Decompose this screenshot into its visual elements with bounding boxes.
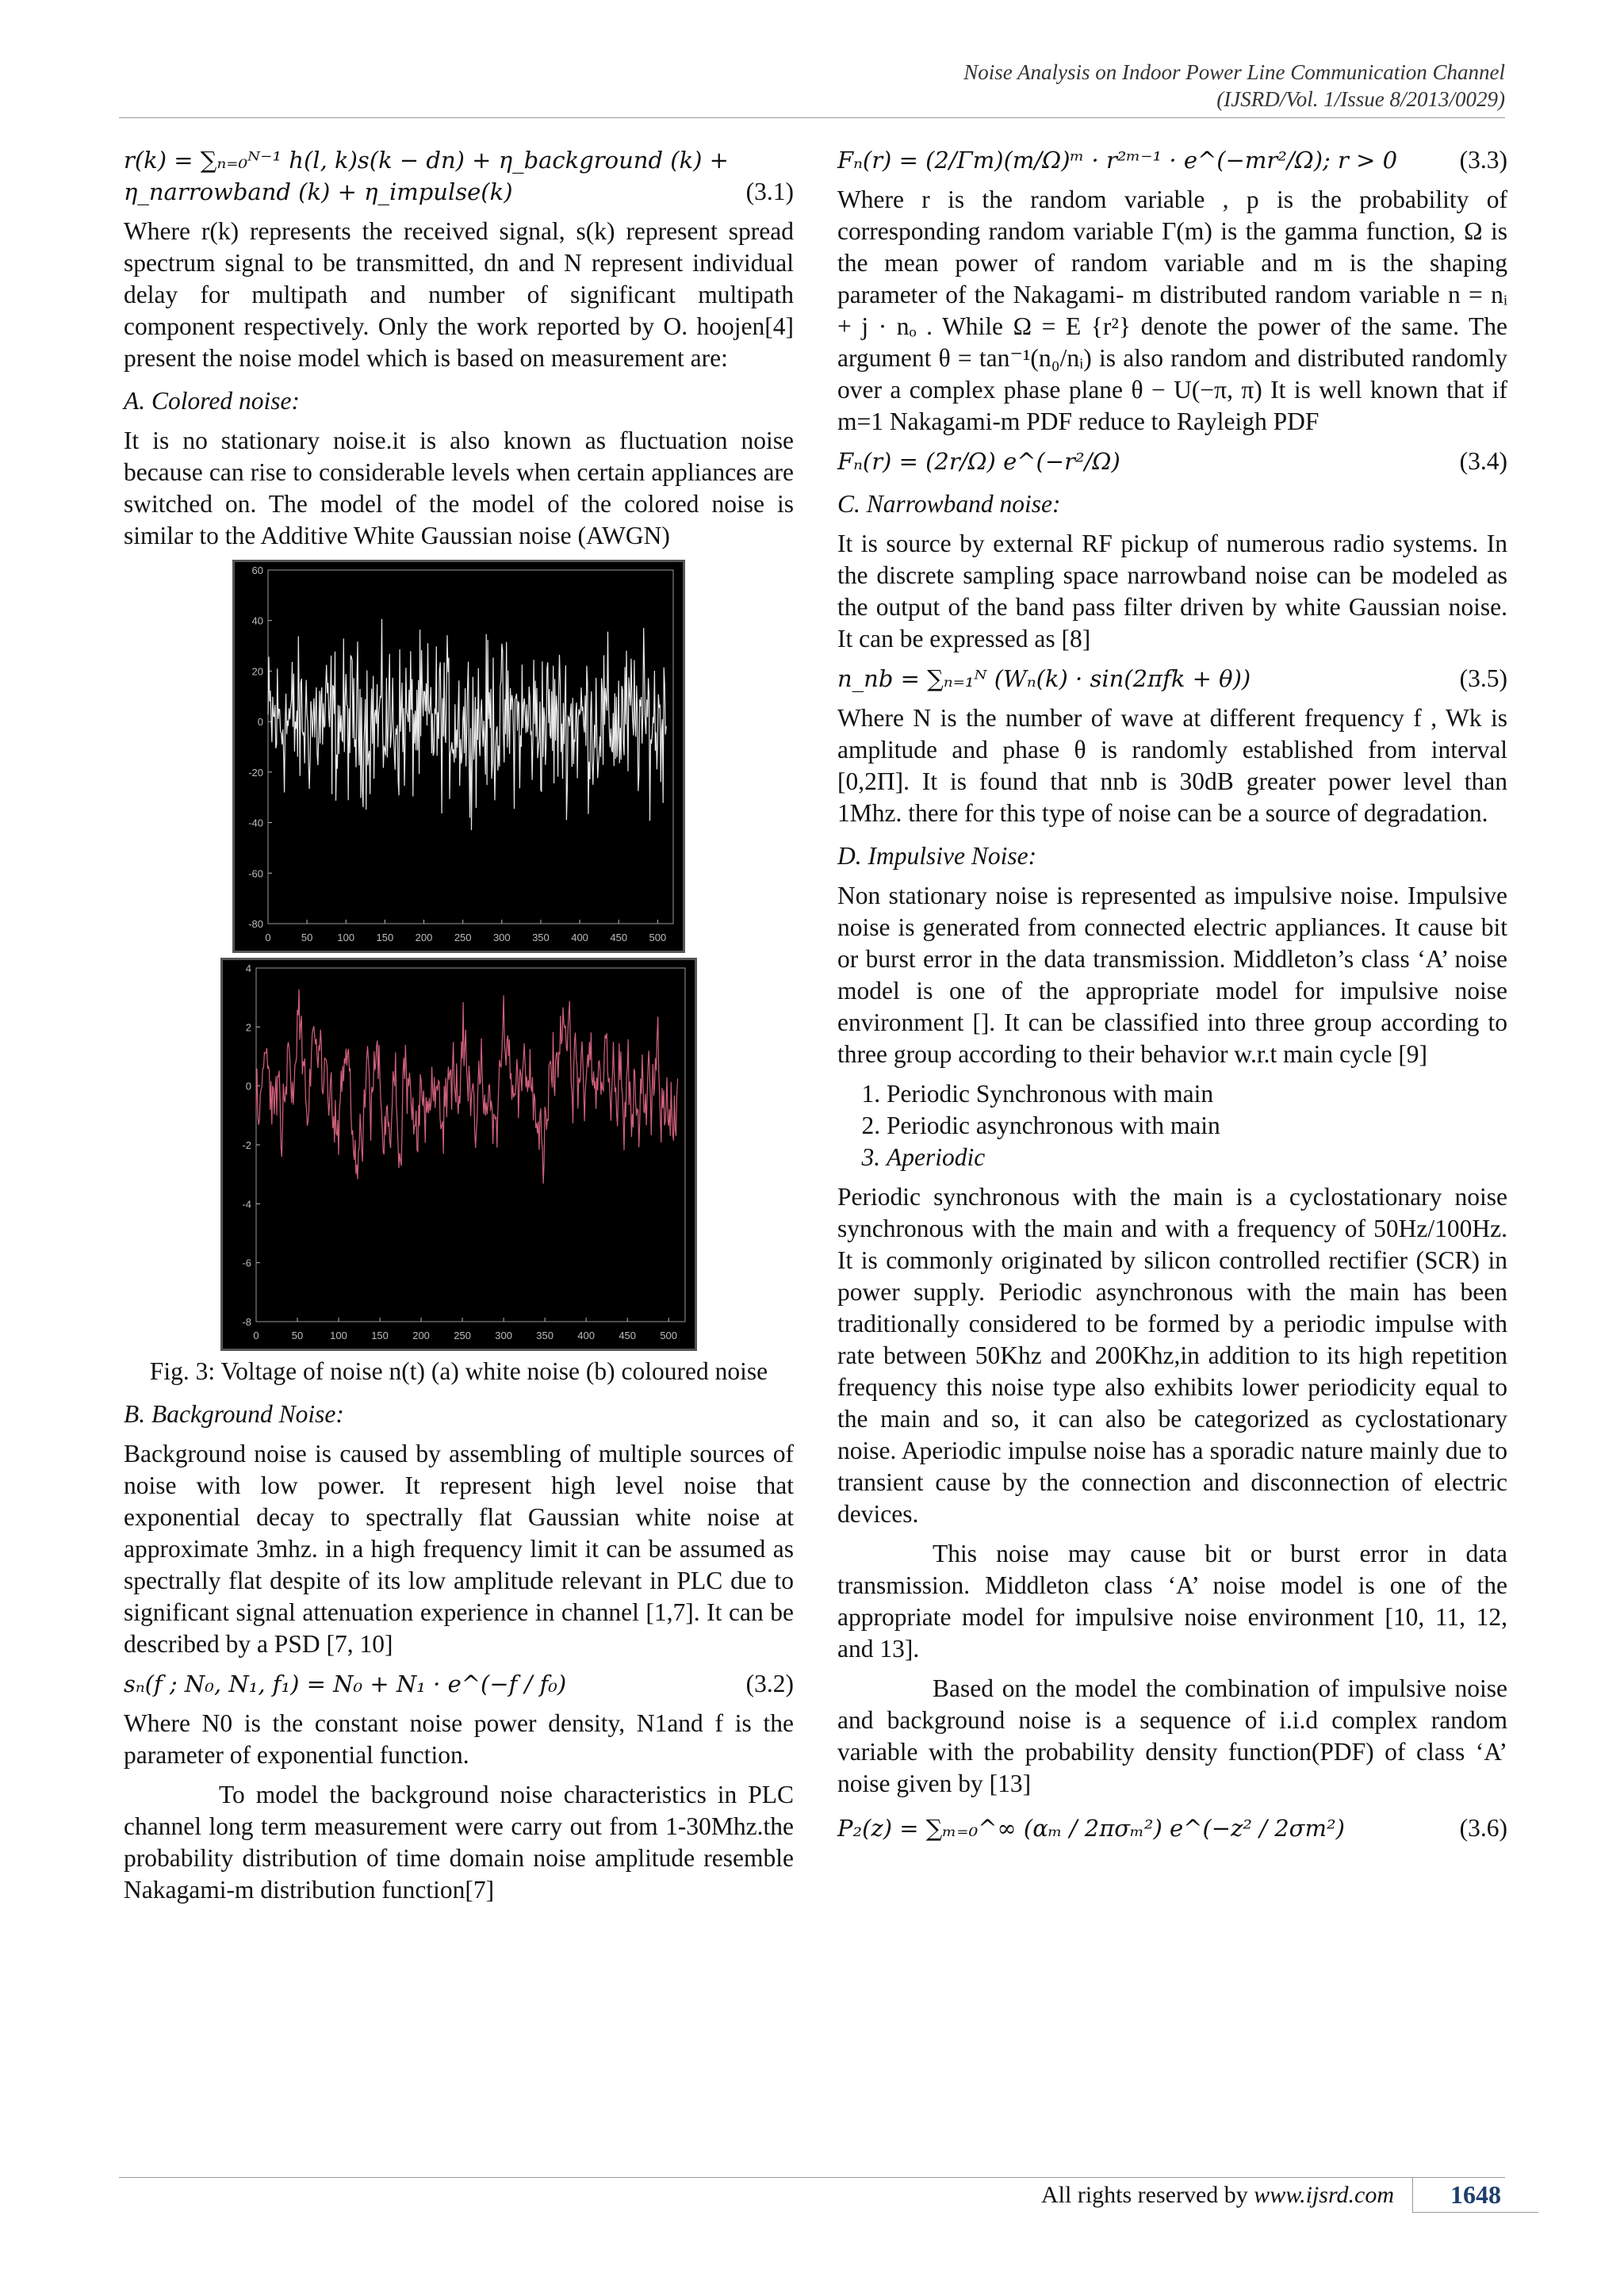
header-title: Noise Analysis on Indoor Power Line Communication Channel [963,60,1505,84]
equation-3-2-body: sₙ(f ; N₀, N₁, f₁) = N₀ + N₁ · e^(−f / f₀) [124,1670,567,1697]
y-tick-label: -2 [242,1139,251,1151]
x-tick-label: 200 [415,932,433,943]
list-item: 3. Aperiodic [887,1142,1507,1173]
x-tick-label: 0 [253,1330,259,1341]
figure-3b-colored-noise-plot [220,958,697,1351]
paragraph: It is source by external RF pickup of numerous radio systems. In the discrete sampling space narrowband noise can be modeled as the output of the band pass filter driven by white Gaussian noise. It can be expressed as [8] [837,530,1507,652]
list-item: 2. Periodic asynchronous with main [887,1110,1507,1142]
paragraph: Background noise is caused by assembling of multiple sources of noise with low power. It represent high level noise that exponential decay to spectrally flat Gaussian white noise at approximate 3mhz. in a high frequency limit it can be assumed as spectrally flat despite of its low amplitude relevant in PLC due to significant signal attenuation experience in channel [1,7]. It can be described by a PSD [7, 10] [124,1440,794,1658]
equation-number: (3.1) [745,178,794,205]
paragraph: This noise may cause bit or burst error in data transmission. Middleton class ‘A’ noise model is one of the appropriate model for impulsive noise environment [10, 11, 12, and 13]. [837,1540,1507,1663]
footer-rights [1041,2182,1394,2209]
x-tick-label: 300 [495,1330,512,1341]
y-tick-label: 60 [251,564,263,576]
equation-3-1-line1: r(k) = ∑ₙ₌₀ᴺ⁻¹ h(l, k)s(k − dn) + η_background (k) + [124,147,729,174]
y-tick-label: 0 [257,716,263,729]
paragraph: Periodic synchronous with the main is a cyclostationary noise synchronous with the main and with a frequency of 50Hz/100Hz. It is commonly originated by silicon controlled rectifier (SCR) in power supply. Periodic asynchronous with the main has been traditionally considered to be formed by a periodic impulse with rate between 50Khz and 200Khz,in addition to its high repetition frequency this noise type also exhibits lower periodicity equal to the main and so, it can also be categorized as cyclostationary noise. Aperiodic impulse noise has a sporadic nature mainly due to transient cause by the connection and disconnection of electric devices. [837,1183,1507,1528]
y-tick-label: -60 [248,867,263,880]
footer-rule [119,2177,1505,2178]
equation-3-2 [124,1668,794,1700]
x-tick-label: 100 [337,932,355,943]
paragraph: Where r(k) represents the received signal, s(k) represent spread spectrum signal to be transmitted, dn and N represent individual delay for multipath and number of significant multipath component respectively. Only the work reported by O. hoojen[4] present the noise model which is based on measurement are: [124,217,794,372]
equation-3-4 [837,446,1507,477]
x-tick-label: 450 [610,932,628,943]
x-tick-label: 50 [291,1330,304,1341]
section-heading-a: A. Colored noise: [124,387,300,415]
x-tick-label: 500 [660,1330,678,1341]
y-tick-label: 4 [245,962,251,974]
x-tick-label: 500 [649,932,667,943]
equation-3-3 [837,144,1507,176]
section-heading-b: B. Background Noise: [124,1400,344,1428]
page-number: 1648 [1412,2177,1538,2213]
y-tick-label: -6 [242,1257,251,1269]
x-tick-label: 0 [265,932,271,943]
x-tick-label: 400 [577,1330,596,1341]
header-rule [119,117,1505,118]
equation-3-5 [837,663,1507,695]
paragraph: Based on the model the combination of impulsive noise and background noise is a sequence of i.i.d complex random variable with the probability density function(PDF) of class ‘A’ noise given by [13] [837,1674,1507,1797]
paragraph: Non stationary noise is represented as impulsive noise. Impulsive noise is generated from connected electric appliances. It cause bit or burst error in the data transmission. Middleton’s class ‘A’ noise model is one of the appropriate model for impulsive noise environment []. It can be classified into three group according to three group according to their behavior w.r.t main cycle [9] [837,882,1507,1068]
y-tick-label: 2 [245,1021,251,1034]
x-tick-label: 350 [532,932,550,943]
x-tick-label: 150 [371,1330,389,1341]
figure-caption: Fig. 3: Voltage of noise n(t) (a) white noise (b) coloured noise [149,1357,768,1385]
running-header [963,59,1505,113]
paragraph: Where r is the random variable , p is the probability of corresponding random variable Γ(m) is the gamma function, Ω is the mean power of random variable and m is the shaping parameter of the Nakagami- m distributed random variable n = nᵢ + j · nₒ . While Ω = E {r²} denote the power of the same. The argument θ = tan⁻¹(n₀/nᵢ) is also random and distributed randomly over a complex phase plane θ − U(−π, π) It is well known that if m=1 Nakagami-m PDF reduce to Rayleigh PDF [837,186,1507,435]
paragraph: Where N0 is the constant noise power density, N1and f is the parameter of exponential function. [124,1709,794,1769]
x-tick-label: 50 [301,932,313,943]
y-tick-label: 20 [251,665,263,678]
equation-number: (3.4) [1459,447,1507,475]
section-heading-c: C. Narrowband noise: [837,490,1061,518]
equation-3-6-body: P₂(z) = ∑ₘ₌₀^∞ (αₘ / 2πσₘ²) e^(−z² / 2σm²) [837,1815,1345,1842]
x-tick-label: 150 [376,932,394,943]
y-tick-label: -20 [248,766,263,779]
equation-number: (3.5) [1459,664,1507,692]
equation-number: (3.3) [1459,146,1507,174]
y-tick-label: -4 [242,1198,251,1211]
equation-3-5-body: n_nb = ∑ₙ₌₁ᴺ (Wₙ(k) · sin(2πfk + θ)) [837,665,1251,692]
list-item: 1. Periodic Synchronous with main [887,1078,1507,1110]
y-tick-label: -80 [248,918,263,930]
x-tick-label: 400 [571,932,588,943]
paragraph: To model the background noise characteristics in PLC channel long term measurement were carry out from 1-30Mhz.the probability distribution of time domain noise amplitude resemble Nakagami-m distribution function[7] [124,1781,794,1904]
section-heading-d: D. Impulsive Noise: [837,842,1037,870]
equation-number: (3.6) [1459,1814,1507,1842]
equation-3-1 [124,144,794,208]
left-column [124,141,794,1914]
x-tick-label: 250 [454,932,472,943]
x-tick-label: 350 [536,1330,553,1341]
x-tick-label: 300 [492,932,511,943]
y-tick-label: -8 [242,1316,251,1328]
x-tick-label: 100 [330,1330,347,1341]
right-column [837,141,1507,1852]
x-tick-label: 200 [412,1330,430,1341]
equation-3-1-line2: η_narrowband (k) + η_impulse(k) [124,178,513,205]
y-tick-label: -40 [248,817,263,829]
equation-3-6 [837,1812,1507,1844]
paragraph: Where N is the number of wave at different frequency f , Wk is amplitude and phase θ is randomly established from interval [0,2Π]. It is found that nnb is 30dB greater power level than 1Mhz. there for this type of noise can be a source of degradation. [837,704,1507,827]
equation-3-4-body: Fₙ(r) = (2r/Ω) e^(−r²/Ω) [837,448,1120,475]
x-tick-label: 450 [619,1330,637,1341]
equation-number: (3.2) [745,1670,794,1697]
x-tick-label: 250 [454,1330,471,1341]
y-tick-label: 0 [245,1080,251,1093]
impulse-noise-types-list [837,1078,1507,1173]
equation-3-3-body: Fₙ(r) = (2/Γm)(m/Ω)ᵐ · r²ᵐ⁻¹ · e^(−mr²/Ω); r > 0 [837,147,1398,174]
footer-site-link[interactable]: www.ijsrd.com [1254,2182,1394,2208]
y-tick-label: 40 [251,614,263,627]
header-citation: (IJSRD/Vol. 1/Issue 8/2013/0029) [1216,87,1505,111]
footer-text: All rights reserved by [1041,2182,1254,2208]
figure-3a-white-noise-plot [232,560,685,953]
paragraph: It is no stationary noise.it is also known as fluctuation noise because can rise to considerable levels when certain appliances are switched on. The model of the model of the colored noise is similar to the Additive White Gaussian noise (AWGN) [124,427,794,549]
